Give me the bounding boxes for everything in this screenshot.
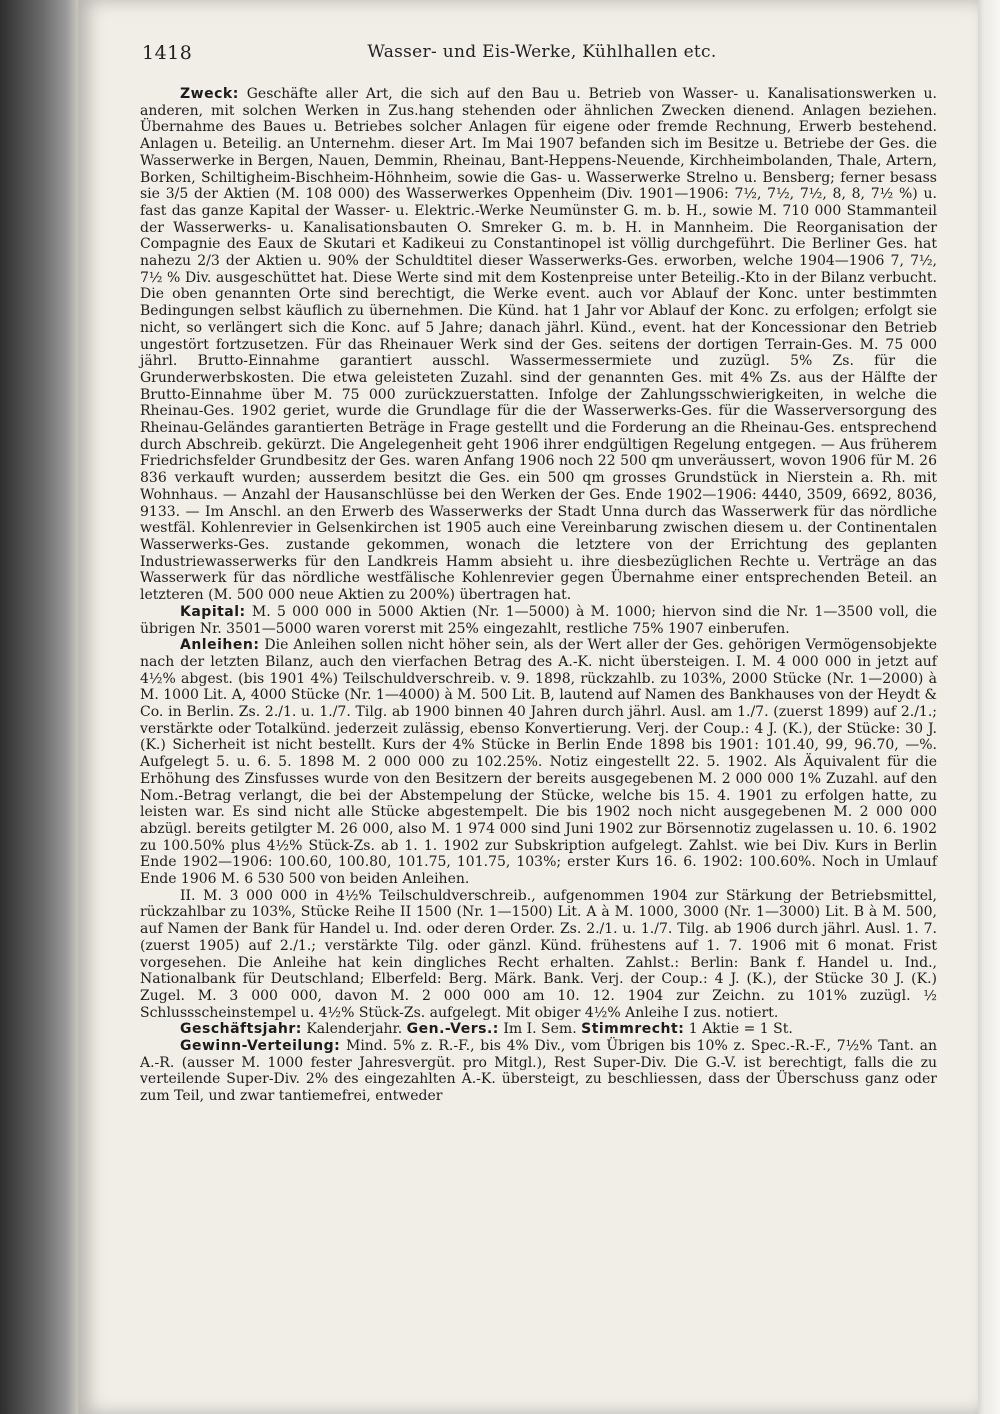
paragraph-anleihen <box>140 637 937 888</box>
section-label: Zweck: <box>180 86 239 102</box>
body-text <box>140 86 937 1105</box>
paragraph-zweck <box>140 86 937 604</box>
section-label: Geschäftsjahr: <box>180 1021 302 1038</box>
section-text: Kalenderjahr. <box>301 1021 407 1038</box>
section-text: M. 5 000 000 in 5000 Aktien (Nr. 1—5000) à M. 1000; hiervon sind die Nr. 1—3500 voll, die übrigen Nr. 3501—5000 waren vorerst mit 25% eingezahlt, restliche 75% 1907 einberufen. <box>140 603 937 637</box>
running-head: Wasser- und Eis-Werke, Kühlhallen etc. <box>367 42 717 62</box>
page-header <box>142 42 942 72</box>
book-binding-shadow <box>0 0 78 1414</box>
section-text: Geschäfte aller Art, die sich auf den Bau u. Betrieb von Wasser- u. Kanalisationswerken u. anderen, mit solchen Werken in Zus.hang stehenden oder ähnlichen Zwecken dienend. Anlagen beziehen. Übernahme des Baues u. Betriebes solcher Anlagen für eigene oder fremde Rechnung, Erwerb bestehend. Anlagen u. Beteilig. an Unternehm. dieser Art. Im Mai 1907 befanden sich im Besitze u. Betriebe der Ges. die Wasserwerke in Bergen, Nauen, Demmin, Rheinau, Bant-Heppens-Neuende, Kirchheimbolanden, Thale, Artern, Borken, Schiltigheim-Bischheim-Höhnheim, sowie die Gas- u. Wasserwerke Strelno u. Bensberg; ferner besass sie 3/5 der Aktien (M. 108 000) des Wasserwerkes Oppenheim (Div. 1901—1906: 7½, 7½, 7½, 8, 8, 7½ %) u. fast das ganze Kapital der Wasser- u. Elektric.-Werke Neumünster G. m. b. H., sowie M. 710 000 Stammanteil der Wasserwerks- u. Kanalisationsbauten O. Smreker G. m. b. H. in Mannheim. Die Reorganisation der Compagnie des Eaux de Skutari et Kadikeui zu Constantinopel ist völlig durchgeführt. Die Berliner Ges. hat nahezu 2/3 der Aktien u. 90% der Schuldtitel dieser Wasserwerks-Ges. erworben, welche 1904—1906 7, 7½, 7½ % Div. ausgeschüttet hat. Diese Werte sind mit dem Kostenpreise unter Beteilig.-Kto in der Bilanz verbucht. Die oben genannten Orte sind berechtigt, die Werke event. auch vor Ablauf der Konc. unter bestimmten Bedingungen selbst käuflich zu übernehmen. Die Künd. hat 1 Jahr vor Ablauf der Konc. zu erfolgen; erfolgt sie nicht, so verlängert sich die Konc. auf 5 Jahre; danach jährl. Künd., event. hat der Koncessionar den Betrieb ungestört fortzusetzen. Für das Rheinauer Werk sind der Ges. seitens der dortigen Terrain-Ges. M. 75 000 jährl. Brutto-Einnahme garantiert ausschl. Wassermessermiete und zuzügl. 5% Zs. für die Grunderwerbskosten. Die etwa geleisteten Zuzahl. sind der genannten Ges. mit 4% Zs. aus der Hälfte der Brutto-Einnahme über M. 75 000 zurückzuerstatten. Infolge der Zahlungsschwierigkeiten, in welche die Rheinau-Ges. 1902 geriet, wurde die Grundlage für die der Wasserwerks-Ges. für die Wasserversorgung des Rheinau-Geländes garantierten Beträge in Frage gestellt und die Forderung an die Rheinau-Ges. entsprechend durch Abschreib. gekürzt. Die Angelegenheit geht 1906 ihrer endgültigen Regelung entgegen. — Aus früherem Friedrichsfelder Grundbesitz der Ges. waren Anfang 1906 noch 22 500 qm unveräussert, wovon 1906 für M. 26 836 verkauft wurden; ausserdem besitzt die Ges. ein 500 qm grosses Grundstück in Nierstein a. Rh. mit Wohnhaus. — Anzahl der Hausanschlüsse bei den Werken der Ges. Ende 1902—1906: 4440, 3509, 6692, 8036, 9133. — Im Anschl. an den Erwerb des Wasserwerks der Stadt Unna durch das Wasserwerk für das nördliche westfäl. Kohlenrevier in Gelsenkirchen ist 1905 auch eine Vereinbarung zwischen diesem u. der Continentalen Wasserwerks-Ges. zustande gekommen, wonach die letztere von der Errichtung des geplanten Industriewasserwerks für den Landkreis Hamm absieht u. ihre diesbezüglichen Rechte u. Verträge an das Wasserwerk für das nördliche westfälische Kohlenrevier gegen Übernahme einer entsprechenden Beteil. an letzteren (M. 500 000 neue Aktien zu 200%) übertragen hat. <box>140 86 937 604</box>
paragraph-kapital <box>140 604 937 637</box>
section-text: Mind. 5% z. R.-F., bis 4% Div., vom Übrigen bis 10% z. Spec.-R.-F., 7½% Tant. an A.-R. (ausser M. 1000 fester Jahresvergüt. pro Mitgl.), Rest Super-Div. Die G.-V. ist berechtigt, falls die zu verteilende Super-Div. 2% des eingezahlten A.-K. übersteigt, zu beschliessen, dass der Überschuss ganz oder zum Teil, und zwar tantiemefrei, entweder <box>140 1038 937 1105</box>
section-text: 1 Aktie = 1 St. <box>684 1021 793 1038</box>
page-number: 1418 <box>142 42 193 64</box>
section-text: Im I. Sem. <box>498 1021 582 1038</box>
section-label: Kapital: <box>180 603 246 620</box>
section-label: Stimmrecht: <box>581 1021 685 1038</box>
section-text: II. M. 3 000 000 in 4½% Teilschuldverschreib., aufgenommen 1904 zur Stärkung der Betriebsmittel, rückzahlbar zu 103%, Stücke Reihe II 1500 (Nr. 1—1500) Lit. A à M. 1000, 3000 (Nr. 1—3000) Lit. B à M. 500, auf Namen der Bank für Handel u. Ind. oder deren Order. Zs. 2./1. u. 1./7. Tilg. ab 1906 durch jährl. Ausl. 1. 7. (zuerst 1905) auf 2./1.; verstärkte Tilg. oder gänzl. Künd. frühestens auf 1. 7. 1906 mit 6 monat. Frist vorgesehen. Die Anleihe hat kein dingliches Recht erhalten. Zahlst.: Berlin: Bank f. Handel u. Ind., Nationalbank für Deutschland; Elberfeld: Berg. Märk. Bank. Verj. der Coup.: 4 J. (K.), der Stücke 30 J. (K.) Zugel. M. 3 000 000, davon M. 2 000 000 am 10. 12. 1904 zur Zeichn. zu 101% zuzügl. ½ Schlussscheinstempel u. 4½% Stück-Zs. aufgelegt. Mit obiger 4½% Anleihe I zus. notiert. <box>140 887 937 1021</box>
paragraph-gewinn-verteilung <box>140 1038 937 1105</box>
section-text: Die Anleihen sollen nicht höher sein, als der Wert aller der Ges. gehörigen Vermögensobjekte nach der letzten Bilanz, auch den vierfachen Betrag des A.-K. nicht übersteigen. I. M. 4 000 000 in jetzt auf 4½% abgest. (bis 1901 4%) Teilschuldverschreib. v. 9. 1898, rückzahlb. zu 103%, 2000 Stücke (Nr. 1—2000) à M. 1000 Lit. A, 4000 Stücke (Nr. 1—4000) à M. 500 Lit. B, lautend auf Namen des Bankhauses von der Heydt & Co. in Berlin. Zs. 2./1. u. 1./7. Tilg. ab 1900 binnen 40 Jahren durch jährl. Ausl. am 1./7. (zuerst 1899) auf 2./1.; verstärkte oder Totalkünd. jederzeit zulässig, ebenso Konvertierung. Verj. der Coup.: 4 J. (K.), der Stücke: 30 J. (K.) Sicherheit ist nicht bestellt. Kurs der 4% Stücke in Berlin Ende 1898 bis 1901: 101.40, 99, 96.70, —%. Aufgelegt 5. u. 6. 5. 1898 M. 2 000 000 zu 102.25%. Notiz eingestellt 22. 5. 1902. Als Äquivalent für die Erhöhung des Zinsfusses wurde von den Besitzern der bereits ausgegebenen M. 2 000 000 1% Zuzahl. auf den Nom.-Betrag verlangt, die bei der Abstempelung der Stücke, welche bis 15. 4. 1901 zu erfolgen hatte, zu leisten war. Es sind nicht alle Stücke abgestempelt. Die bis 1902 noch nicht ausgegebenen M. 2 000 000 abzügl. bereits getilgter M. 26 000, also M. 1 974 000 sind Juni 1902 zur Börsennotiz zugelassen u. 10. 6. 1902 zu 100.50% plus 4½% Stück-Zs. ab 1. 1. 1902 zur Subskription aufgelegt. Zahlst. wie bei Div. Kurs in Berlin Ende 1902—1906: 100.60, 100.80, 101.75, 101.75, 103%; erster Kurs 16. 6. 1902: 100.60%. Noch in Umlauf Ende 1906 M. 6 530 500 von beiden Anleihen. <box>140 637 937 888</box>
paragraph-geschaeftsjahr <box>140 1021 937 1038</box>
section-label: Anleihen: <box>180 637 260 654</box>
section-label: Gen.-Vers.: <box>406 1021 499 1038</box>
book-page <box>78 0 978 1414</box>
section-label: Gewinn-Verteilung: <box>180 1038 341 1055</box>
paragraph-anleihe-ii <box>140 888 937 1022</box>
